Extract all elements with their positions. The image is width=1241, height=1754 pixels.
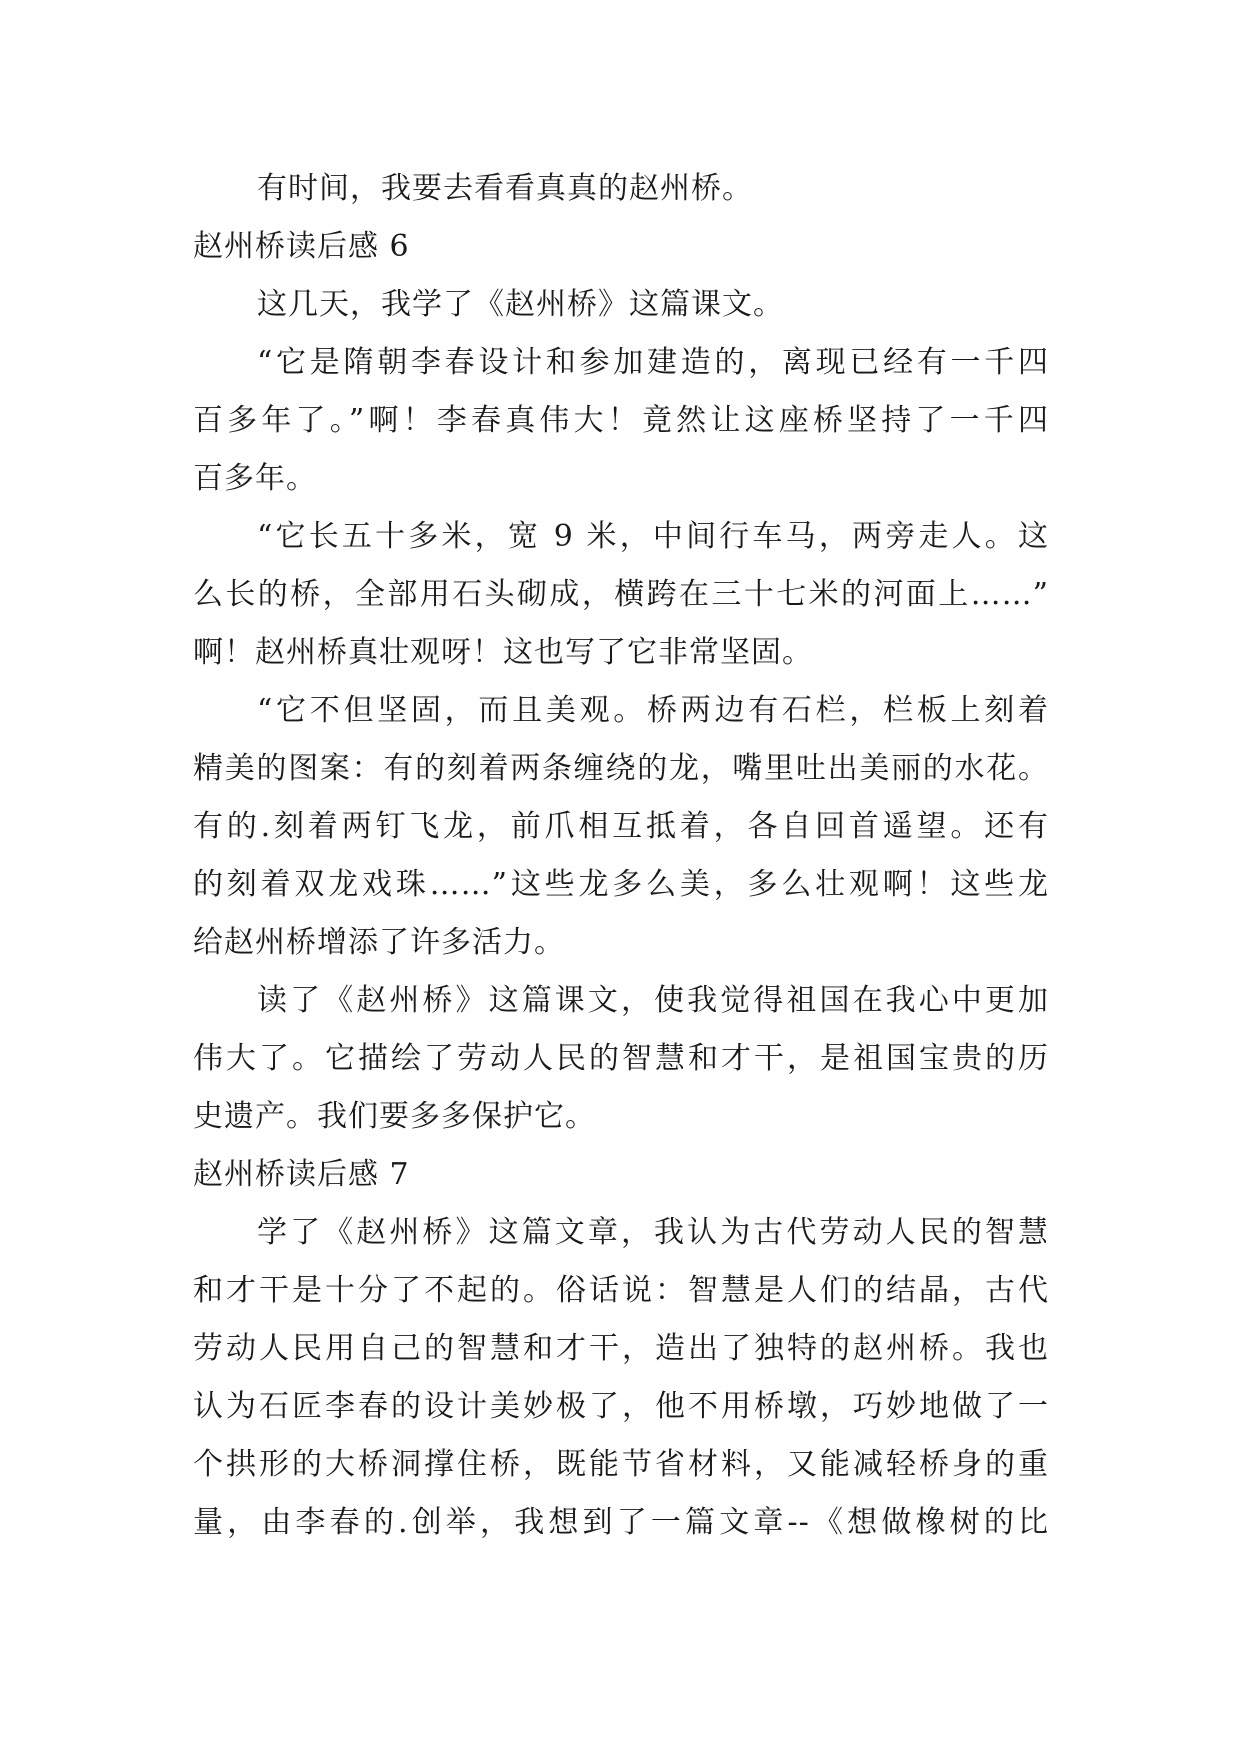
paragraph-line: 有的.刻着两钉飞龙，前爪相互抵着，各自回首遥望。还有 [193,809,1049,844]
paragraph-line: 的刻着双龙戏珠……”这些龙多么美，多么壮观啊！这些龙 [193,867,1049,902]
paragraph-line: 百多年了。”啊！李春真伟大！竟然让这座桥坚持了一千四 [193,403,1049,438]
paragraph-line: 有时间，我要去看看真真的赵州桥。 [257,171,753,206]
paragraph-line: 伟大了。它描绘了劳动人民的智慧和才干，是祖国宝贵的历 [193,1041,1049,1076]
paragraph-line: 学了《赵州桥》这篇文章，我认为古代劳动人民的智慧 [257,1215,1049,1250]
paragraph-line: 个拱形的大桥洞撑住桥，既能节省材料，又能减轻桥身的重 [193,1447,1049,1482]
paragraph-line: 读了《赵州桥》这篇课文，使我觉得祖国在我心中更加 [257,983,1049,1018]
paragraph-line: 和才干是十分了不起的。俗话说：智慧是人们的结晶，古代 [193,1273,1049,1308]
paragraph-line: 百多年。 [193,461,317,496]
paragraph-line: 啊！赵州桥真壮观呀！这也写了它非常坚固。 [193,635,813,670]
paragraph-line: 这几天，我学了《赵州桥》这篇课文。 [257,287,784,322]
section-heading: 赵州桥读后感 7 [193,1157,410,1192]
paragraph-line: 史遗产。我们要多多保护它。 [193,1099,596,1134]
section-heading: 赵州桥读后感 6 [193,229,410,264]
paragraph-line: 么长的桥，全部用石头砌成，横跨在三十七米的河面上……” [193,577,1049,612]
paragraph-line: “它不但坚固，而且美观。桥两边有石栏，栏板上刻着 [257,693,1049,728]
paragraph-line: “它是隋朝李春设计和参加建造的，离现已经有一千四 [257,345,1049,380]
paragraph-line: 量，由李春的.创举，我想到了一篇文章--《想做橡树的比 [193,1505,1049,1540]
paragraph-line: 认为石匠李春的设计美妙极了，他不用桥墩，巧妙地做了一 [193,1389,1049,1424]
paragraph-line: 给赵州桥增添了许多活力。 [193,925,565,960]
document-body [193,160,1049,1552]
paragraph-line: “它长五十多米，宽 9 米，中间行车马，两旁走人。这 [257,519,1049,554]
paragraph-line: 精美的图案：有的刻着两条缠绕的龙，嘴里吐出美丽的水花。 [193,751,1049,786]
paragraph-line: 劳动人民用自己的智慧和才干，造出了独特的赵州桥。我也 [193,1331,1049,1366]
